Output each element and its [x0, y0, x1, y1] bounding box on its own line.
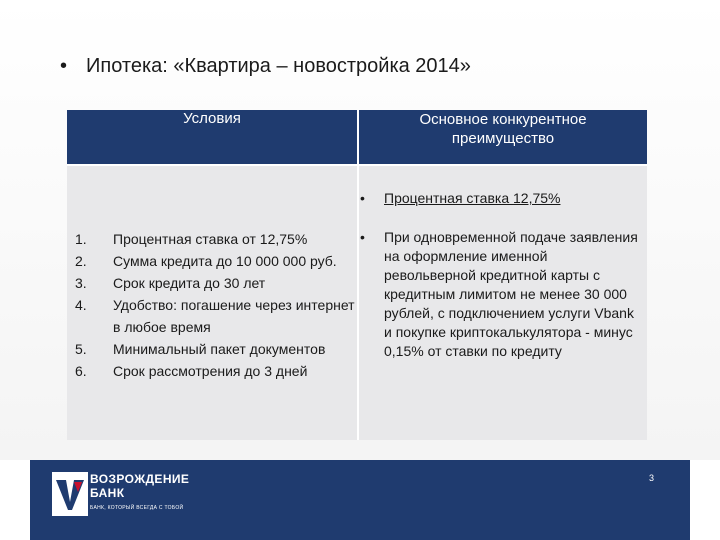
- bank-slogan: БАНК, КОТОРЫЙ ВСЕГДА С ТОБОЙ: [90, 505, 184, 511]
- advantage-rate-text: Процентная ставка 12,75%: [384, 190, 561, 206]
- list-item: 1. Процентная ставка от 12,75%: [75, 231, 308, 247]
- footer-bar: [30, 460, 690, 540]
- advantage-discount: [360, 228, 642, 361]
- advantage-discount-text: При одновременной подаче заявления на оформление именной револьверной кредитной карты с кредитным лимитом не менее 30 000 рублей, с подключением услуги Vbank и покупке криптокалькулятора - минус 0,15% от ставки по кредиту: [384, 229, 638, 359]
- bullet-icon: •: [360, 229, 365, 245]
- list-item: 6. Срок рассмотрения до 3 дней: [75, 363, 308, 379]
- bank-logo-text: ВОЗРОЖДЕНИЕ БАНК: [90, 472, 190, 500]
- header-conditions-label: Условия: [183, 110, 241, 127]
- title-bullet: •: [60, 55, 68, 77]
- header-advantage: [358, 110, 647, 165]
- list-item: 5. Минимальный пакет документов: [75, 341, 326, 357]
- conditions-list: [75, 228, 365, 382]
- list-item: 3. Срок кредита до 30 лет: [75, 275, 266, 291]
- logo-v-mark-icon: [52, 472, 88, 516]
- slide-title: [60, 55, 471, 78]
- advantage-rate: [360, 189, 642, 208]
- list-item: 2. Сумма кредита до 10 000 000 руб.: [75, 253, 337, 269]
- header-advantage-line1: Основное конкурентное: [419, 111, 587, 128]
- list-item: 4. Удобство: погашение через интернет в любое время: [75, 297, 355, 335]
- header-advantage-line2: преимущество: [451, 130, 555, 147]
- bullet-icon: •: [360, 190, 365, 206]
- bank-logo-icon: [52, 472, 88, 516]
- page-number: 3: [648, 473, 654, 483]
- header-conditions: [67, 110, 358, 165]
- title-text: Ипотека: «Квартира – новостройка 2014»: [86, 55, 471, 77]
